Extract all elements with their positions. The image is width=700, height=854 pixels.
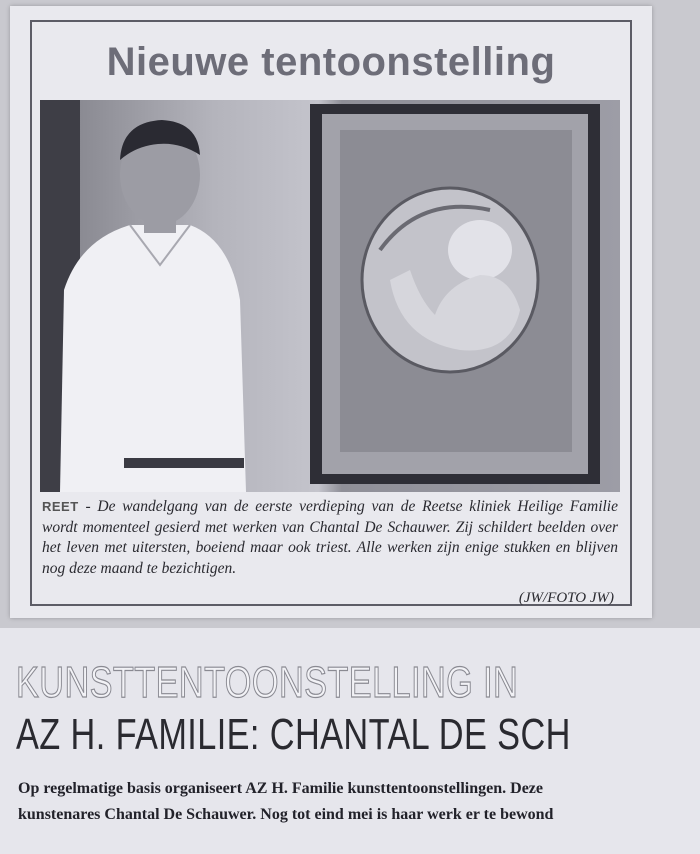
article-frame	[30, 20, 632, 606]
photo-man	[60, 120, 246, 492]
article-photo	[40, 100, 620, 492]
photo-credit: (JW/FOTO JW)	[518, 590, 614, 606]
article-body-line: kunstenares Chantal De Schauwer. Nog tot eind mei is haar werk er te bewond	[18, 806, 554, 823]
caption-text: - De wandelgang van de eerste verdieping van de Reetse kliniek Heilige Familie wordt momenteel gesierd met werken van Chantal De Schauwer. Zij schildert beelden over het leven met uitersten, boeiend maar ook triest. Alle werken zijn enige stukken en blijven nog deze maand te bezichtigen.	[42, 498, 618, 577]
article-title: AZ H. FAMILIE: CHANTAL DE SCH	[16, 710, 571, 759]
newspaper-clipping-top	[10, 6, 652, 618]
photo-painting	[310, 104, 600, 484]
newspaper-clipping-bottom	[0, 628, 700, 854]
photo-caption	[42, 497, 618, 579]
article-body-line: Op regelmatige basis organiseert AZ H. Familie kunsttentoonstellingen. Deze	[18, 780, 543, 797]
caption-place: REET	[42, 499, 79, 514]
article-kicker: KUNSTTENTOONSTELLING IN	[16, 658, 519, 707]
article-headline: Nieuwe tentoonstelling	[106, 40, 556, 84]
